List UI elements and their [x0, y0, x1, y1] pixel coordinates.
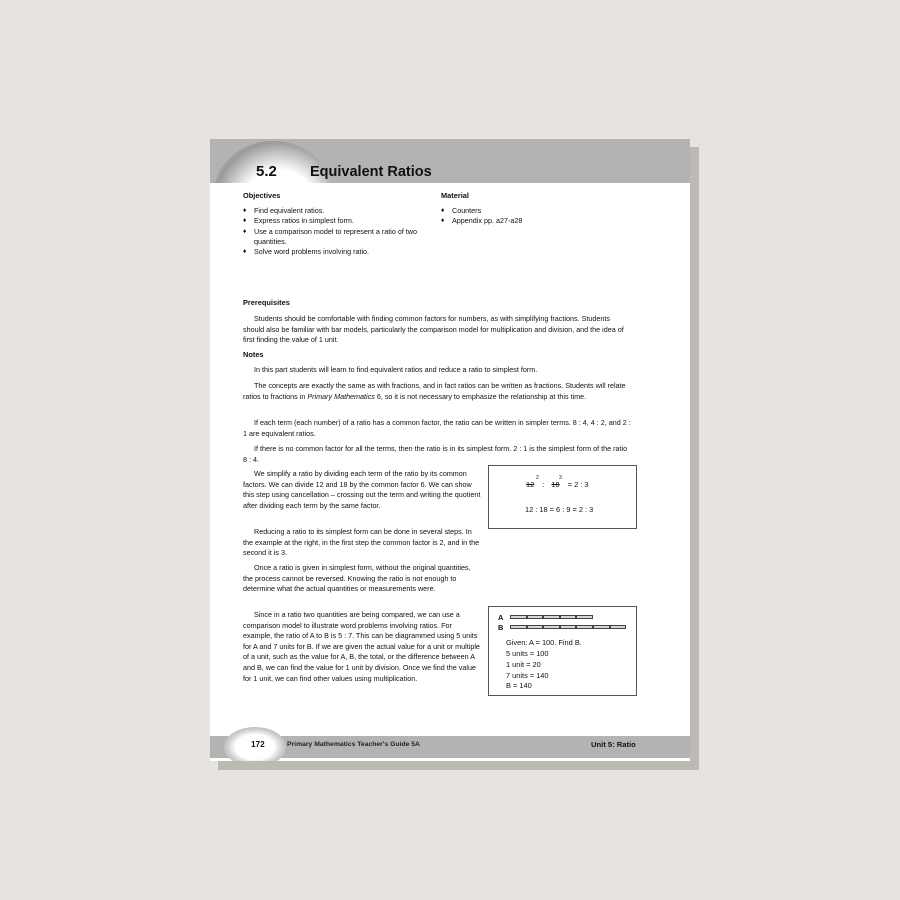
- notes-paragraph: If there is no common factor for all the terms, then the ratio is in its simplest form. 2 : 1 is the simplest form of the ratio 8 : 4.: [243, 444, 628, 464]
- notes-paragraph: We simplify a ratio by dividing each term of the ratio by its common factors. We can divide 12 and 18 by the common factor 6. We can show this step using cancellation – crossing out the term and writing the quotient after dividing each term by the same factor.: [243, 469, 481, 510]
- diamond-bullet-icon: ♦: [441, 217, 445, 225]
- diamond-bullet-icon: ♦: [243, 227, 247, 235]
- diamond-bullet-icon: ♦: [243, 217, 247, 225]
- diamond-bullet-icon: ♦: [243, 207, 247, 214]
- bar-unit: [576, 625, 593, 629]
- list-item: ♦ Counters: [441, 206, 482, 215]
- bar-unit: [543, 615, 560, 619]
- bar-unit: [510, 625, 527, 629]
- cancellation-equation: 12 2 : 18 3 = 2 : 3: [526, 475, 589, 489]
- solution-line: 5 units = 100: [506, 649, 549, 658]
- diamond-bullet-icon: ♦: [243, 248, 247, 256]
- simplify-example-box: [488, 465, 637, 529]
- notes-paragraph: If each term (each number) of a ratio has a common factor, the ratio can be written in simpler terms. 8 : 4, 4 : 2, and 2 : 1 are equivalent ratios.: [243, 418, 631, 438]
- solution-line: B = 140: [506, 681, 532, 690]
- section-number: 5.2: [256, 163, 277, 180]
- material-list: [441, 206, 641, 227]
- bar-unit: [510, 615, 527, 619]
- notes-heading: Notes: [243, 350, 264, 359]
- list-item: ♦ Express ratios in simplest form.: [243, 216, 354, 226]
- list-item: ♦ Appendix pp. a27-a28: [441, 216, 523, 226]
- footer-unit-title: Unit 5: Ratio: [591, 740, 636, 749]
- list-item: ♦ Solve word problems involving ratio.: [243, 247, 370, 257]
- notes-paragraph: Once a ratio is given in simplest form, without the original quantities, the process cannot be reversed. Knowing the ratio is not enough to determine what the actual quantities or measurements were.: [243, 563, 471, 594]
- bar-label-b: B: [498, 623, 504, 632]
- solution-line: Given: A = 100. Find B.: [506, 638, 582, 647]
- comparison-model-box: [488, 606, 637, 696]
- material-heading: Material: [441, 191, 469, 200]
- notes-paragraph: The concepts are exactly the same as with fractions, and in fact ratios can be written as fractions. Students will relate ratios to fractions in Primary Mathematics 6, so it is not necessary to emphasize the relationship at this time.: [243, 381, 626, 401]
- bar-unit: [593, 625, 610, 629]
- objectives-list: [243, 206, 443, 257]
- bar-unit: [560, 615, 577, 619]
- footer-book-title: Primary Mathematics Teacher's Guide 5A: [287, 741, 420, 748]
- notes-paragraph: Reducing a ratio to its simplest form can be done in several steps. In the example at the right, in the first step the common factor is 2, and in the second it is 3.: [243, 527, 480, 558]
- solution-line: 1 unit = 20: [506, 660, 541, 669]
- bar-unit: [527, 615, 544, 619]
- document-page: [210, 139, 690, 761]
- bar-label-a: A: [498, 613, 504, 622]
- bar-b: [510, 625, 626, 629]
- page-number: 172: [251, 740, 265, 749]
- bar-unit: [610, 625, 627, 629]
- solution-line: 7 units = 140: [506, 671, 549, 680]
- objectives-heading: Objectives: [243, 191, 281, 200]
- section-title: Equivalent Ratios: [310, 164, 432, 180]
- prerequisites-text: Students should be comfortable with finding common factors for numbers, as with simplifying fractions. Students should also be familiar with bar models, particularly the comparison model for multiplication and division, and the idea of first finding the value of 1 unit.: [243, 314, 624, 345]
- list-item: ♦ Use a comparison model to represent a ratio of two quantities.: [243, 226, 417, 246]
- prerequisites-heading: Prerequisites: [243, 298, 290, 307]
- bar-unit: [543, 625, 560, 629]
- bar-unit: [576, 615, 593, 619]
- notes-paragraph: In this part students will learn to find equivalent ratios and reduce a ratio to simplest form.: [254, 365, 538, 374]
- notes-paragraph: Since in a ratio two quantities are being compared, we can use a comparison model to illustrate word problems involving ratios. For example, the ratio of A to B is 5 : 7. This can be diagrammed using 5 units for A and 7 units for B. If we are given the actual value for a unit or multiple of a unit, such as the value for A, B, the total, or the difference between A and B, we can find the value for 1 unit by division. Once we find the value for 1 unit, we can find other values using multiplication.: [243, 610, 480, 683]
- list-item: ♦ Find equivalent ratios.: [243, 206, 325, 215]
- diamond-bullet-icon: ♦: [441, 207, 445, 214]
- bar-unit: [560, 625, 577, 629]
- bar-unit: [527, 625, 544, 629]
- bar-a: [510, 615, 593, 619]
- stepwise-equation: 12 : 18 = 6 : 9 = 2 : 3: [525, 505, 594, 514]
